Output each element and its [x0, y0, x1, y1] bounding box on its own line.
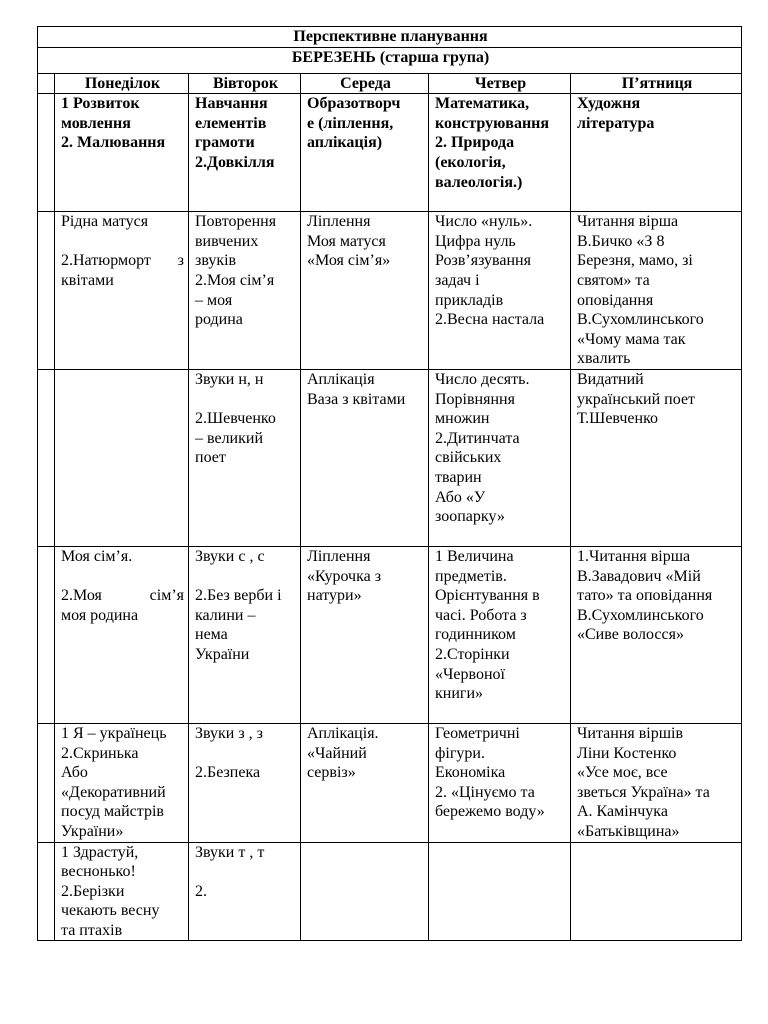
- week-3-tuesday: [189, 546, 301, 723]
- week-4-monday: [55, 723, 189, 842]
- cell-line: 1 Здрастуй,: [61, 843, 139, 861]
- cell-line: 2.Безпека: [195, 764, 261, 782]
- cell-line: 2.Сторінки: [435, 645, 510, 663]
- cell-line: Рідна матуся: [61, 213, 149, 231]
- cell-line: 1 Я – українець: [61, 724, 167, 742]
- cell-line: «Декоративний: [61, 783, 166, 801]
- cell-line: В.Бичко «З 8: [577, 232, 665, 250]
- cell-line: Звуки т , т: [195, 843, 265, 861]
- cell-line: [195, 744, 296, 764]
- cell-line: прикладів: [435, 291, 504, 309]
- cell-line: 2.: [195, 882, 207, 900]
- cell-line: калини –: [195, 606, 256, 624]
- cell-line: та птахів: [61, 921, 123, 939]
- week-4-wednesday: [301, 723, 429, 842]
- cell-word: сім’я: [149, 587, 184, 605]
- cell-line: [61, 567, 184, 587]
- cell-line: «Моя сім’я»: [307, 252, 391, 270]
- week-3-wednesday: [301, 546, 429, 723]
- week-1-wednesday: [301, 212, 429, 370]
- plan-table: [37, 26, 742, 941]
- cell-line: оповідання: [577, 291, 654, 309]
- cell-line: 2.Без верби і: [195, 587, 282, 605]
- cell-line: множин: [435, 410, 490, 428]
- cell-line: Розв’язування: [435, 252, 531, 270]
- cell-line: мовлення: [61, 114, 131, 132]
- cell-line: 2.Весна настала: [435, 311, 545, 329]
- cell-line: 2.Скринька: [61, 744, 139, 762]
- cell-line: «Червоної: [435, 665, 505, 683]
- cell-line: сервіз»: [307, 764, 356, 782]
- cell-word: з: [177, 252, 184, 270]
- cell-line: часі. Робота з: [435, 606, 527, 624]
- cell-line: родина: [195, 311, 243, 329]
- week-1-tuesday: [189, 212, 301, 370]
- cell-line: Читання вірша: [577, 213, 679, 231]
- cell-line: Число десять.: [435, 370, 530, 388]
- week-5-thursday: [429, 842, 571, 941]
- cell-line: посуд майстрів: [61, 803, 164, 821]
- row-marker: [38, 212, 55, 370]
- cell-line: задач і: [435, 271, 480, 289]
- row-marker: [38, 73, 55, 94]
- week-5-tuesday: [189, 842, 301, 941]
- cell-line: Читання віршів: [577, 724, 684, 742]
- cell-line: квітами: [61, 271, 114, 289]
- day-header-thursday: Четвер: [429, 73, 571, 94]
- row-marker: [38, 546, 55, 723]
- cell-line: Ліни Костенко: [577, 744, 677, 762]
- week-3-friday: [571, 546, 742, 723]
- cell-line: тато» та оповідання: [577, 587, 713, 605]
- cell-line: грамоти: [195, 134, 255, 152]
- cell-line: «Усе моє, все: [577, 764, 668, 782]
- cell-line: (екологія,: [435, 153, 506, 171]
- cell-line: конструювання: [435, 114, 550, 132]
- cell-line: 1 Розвиток: [61, 95, 140, 113]
- cell-line: предметів.: [435, 567, 507, 585]
- cell-line: «Батьківщина»: [577, 822, 680, 840]
- subject-wednesday: [301, 94, 429, 212]
- cell-line: чекають весну: [61, 902, 160, 920]
- cell-line: [195, 567, 296, 587]
- day-header-friday: П’ятниця: [571, 73, 742, 94]
- cell-line: 2.Моя сім’я: [195, 271, 275, 289]
- week-5-monday: [55, 842, 189, 941]
- cell-line: Повторення: [195, 213, 277, 231]
- cell-line: Художня: [577, 95, 641, 113]
- cell-line: фігури.: [435, 744, 485, 762]
- cell-line: Навчання: [195, 95, 268, 113]
- cell-line: [61, 232, 184, 252]
- cell-line: [195, 390, 296, 410]
- cell-line: Березня, мамо, зі: [577, 252, 693, 270]
- cell-line: Орієнтування в: [435, 587, 540, 605]
- cell-line: Моя сім’я.: [61, 547, 133, 565]
- row-marker: [38, 94, 55, 212]
- plan-subtitle: БЕРЕЗЕНЬ (старша група): [38, 47, 742, 73]
- cell-line: Математика,: [435, 95, 530, 113]
- cell-line: свійських: [435, 449, 502, 467]
- cell-line: Цифра нуль: [435, 232, 516, 250]
- cell-line: [61, 251, 184, 271]
- row-marker: [38, 369, 55, 546]
- cell-line: Порівняння: [435, 390, 515, 408]
- cell-line: Ліплення: [307, 547, 371, 565]
- week-2-thursday: [429, 369, 571, 546]
- cell-line: Або «У: [435, 488, 486, 506]
- cell-line: годинником: [435, 626, 516, 644]
- cell-line: 2. Малювання: [61, 134, 166, 152]
- subject-thursday: [429, 94, 571, 212]
- cell-line: «Сиве волосся»: [577, 626, 684, 644]
- cell-line: А. Камінчука: [577, 803, 668, 821]
- cell-line: Видатний: [577, 370, 644, 388]
- cell-line: Образотворч: [307, 95, 401, 113]
- cell-line: Ліплення: [307, 213, 371, 231]
- cell-line: 1.Читання вірша: [577, 547, 691, 565]
- cell-line: Економіка: [435, 764, 506, 782]
- cell-line: Т.Шевченко: [577, 410, 659, 428]
- cell-line: України»: [61, 822, 124, 840]
- cell-line: Звуки з , з: [195, 724, 263, 742]
- cell-line: Моя матуся: [307, 232, 386, 250]
- week-5-wednesday: [301, 842, 429, 941]
- cell-line: «Курочка з: [307, 567, 382, 585]
- subject-tuesday: [189, 94, 301, 212]
- week-1-monday: [55, 212, 189, 370]
- cell-line: Аплікація.: [307, 724, 379, 742]
- week-1-thursday: [429, 212, 571, 370]
- cell-line: поет: [195, 449, 226, 467]
- cell-line: [61, 586, 184, 606]
- cell-line: веснонько!: [61, 863, 136, 881]
- cell-line: «Чому мама так: [577, 330, 686, 348]
- cell-line: України: [195, 645, 250, 663]
- cell-line: Звуки н, н: [195, 370, 264, 388]
- cell-line: святом» та: [577, 271, 650, 289]
- cell-line: Ваза з квітами: [307, 390, 406, 408]
- week-3-thursday: [429, 546, 571, 723]
- week-2-friday: [571, 369, 742, 546]
- cell-line: книги»: [435, 685, 484, 703]
- cell-line: валеологія.): [435, 173, 523, 191]
- cell-word: 2.Моя: [61, 587, 102, 605]
- week-3-monday: [55, 546, 189, 723]
- week-4-thursday: [429, 723, 571, 842]
- cell-line: [195, 862, 296, 882]
- cell-line: зоопарку»: [435, 508, 505, 526]
- cell-line: Геометричні: [435, 724, 520, 742]
- week-4-friday: [571, 723, 742, 842]
- week-1-friday: [571, 212, 742, 370]
- subject-monday: [55, 94, 189, 212]
- cell-line: 1 Величина: [435, 547, 514, 565]
- cell-line: тварин: [435, 468, 482, 486]
- week-2-wednesday: [301, 369, 429, 546]
- cell-line: український поет: [577, 390, 696, 408]
- week-4-tuesday: [189, 723, 301, 842]
- cell-line: натури»: [307, 587, 362, 605]
- cell-line: звуків: [195, 252, 237, 270]
- cell-line: 2. Природа: [435, 134, 515, 152]
- cell-line: література: [577, 114, 655, 132]
- cell-line: хвалить: [577, 350, 631, 368]
- row-marker: [38, 842, 55, 941]
- row-marker: [38, 723, 55, 842]
- cell-word: 2.Натюрморт: [61, 252, 151, 270]
- week-5-friday: [571, 842, 742, 941]
- cell-line: 2.Дитинчата: [435, 429, 520, 447]
- day-header-tuesday: Вівторок: [189, 73, 301, 94]
- cell-line: Або: [61, 764, 88, 782]
- day-header-wednesday: Середа: [301, 73, 429, 94]
- cell-line: вивчених: [195, 232, 259, 250]
- subject-friday: [571, 94, 742, 212]
- cell-line: «Чайний: [307, 744, 367, 762]
- cell-line: 2.Шевченко: [195, 410, 276, 428]
- cell-line: Аплікація: [307, 370, 375, 388]
- cell-line: В.Сухомлинського: [577, 606, 704, 624]
- plan-title: Перспективне планування: [38, 27, 742, 48]
- cell-line: – моя: [195, 291, 233, 309]
- week-2-monday: [55, 369, 189, 546]
- cell-line: В.Сухомлинського: [577, 311, 704, 329]
- cell-line: Число «нуль».: [435, 213, 533, 231]
- cell-line: бережемо воду»: [435, 803, 545, 821]
- week-2-tuesday: [189, 369, 301, 546]
- cell-line: 2.Довкілля: [195, 153, 275, 171]
- cell-line: – великий: [195, 429, 264, 447]
- cell-line: 2.Берізки: [61, 882, 125, 900]
- cell-line: нема: [195, 626, 228, 644]
- cell-line: моя родина: [61, 606, 139, 624]
- cell-line: 2. «Цінуємо та: [435, 783, 535, 801]
- cell-line: аплікація): [307, 134, 383, 152]
- day-header-monday: Понеділок: [55, 73, 189, 94]
- cell-line: е (ліплення,: [307, 114, 394, 132]
- cell-line: Звуки с , с: [195, 547, 265, 565]
- cell-line: елементів: [195, 114, 267, 132]
- cell-line: В.Завадович «Мій: [577, 567, 701, 585]
- cell-line: зветься Україна» та: [577, 783, 710, 801]
